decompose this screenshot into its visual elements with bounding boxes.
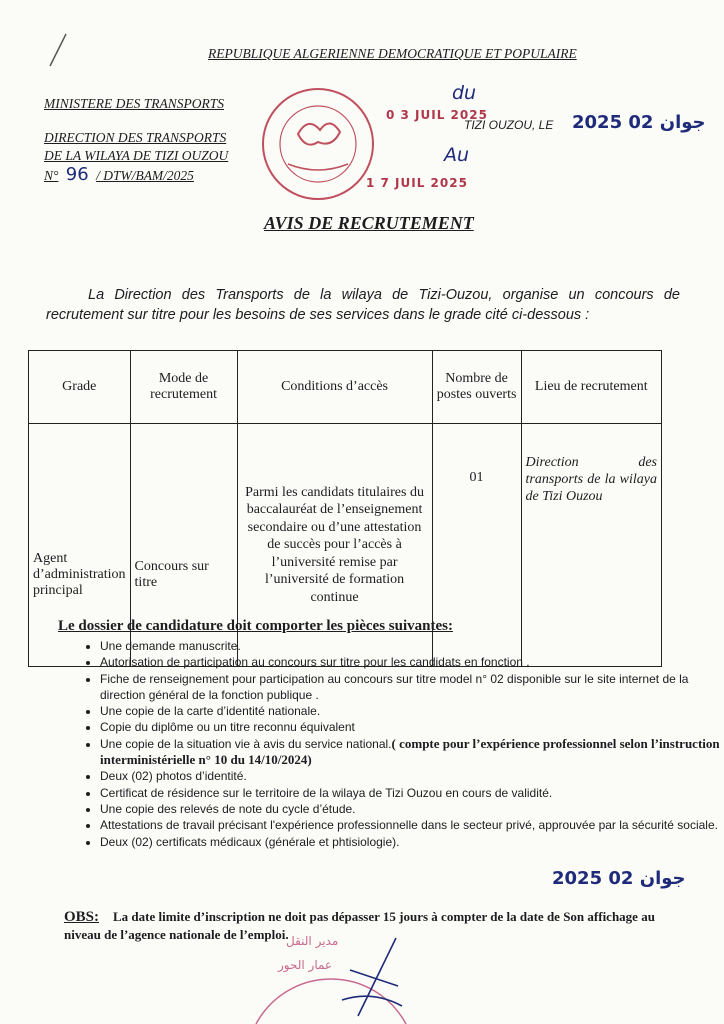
list-item: • Une copie des relevés de note du cycle d’étude. (100, 801, 724, 817)
cell-mode: Concours sur titre (130, 424, 237, 667)
signature-name-arabic: عمار الحور (278, 958, 333, 972)
ministry-line: MINISTERE DES TRANSPORTS (44, 96, 224, 111)
cell-nombre: 01 (432, 424, 521, 667)
list-item: • Une copie de la carte d’identité nationale. (100, 703, 724, 719)
dossier-list (58, 638, 724, 850)
header-conditions: Conditions d’accès (237, 351, 432, 424)
direction-line: DIRECTION DES TRANSPORTS (44, 130, 227, 145)
header-nombre: Nombre de postes ouverts (432, 351, 521, 424)
list-item: • Copie du diplôme ou un titre reconnu équivalent (100, 719, 724, 735)
handwritten-date: 2025 جوان 02 (572, 112, 706, 133)
list-item: • Deux (02) certificats médicaux (générale et phtisiologie). (100, 834, 724, 850)
handwritten-au: Au (444, 144, 470, 166)
header-grade: Grade (29, 351, 131, 424)
header-lieu: Lieu de recrutement (521, 351, 661, 424)
signature-title-arabic: مدير النقل (286, 934, 339, 948)
obs-text: La date limite d’inscription ne doit pas dépasser 15 jours à compter de la date de Son affichage au niveau de l’agence nationale de l’emploi. (64, 909, 655, 942)
list-item: • Une copie de la situation vie à avis du service national.( compte pour l’expérience professionnel selon l’instruction interministérielle n° 10 du 14/10/2024) (100, 736, 724, 769)
wilaya-line: DE LA WILAYA DE TIZI OUZOU (44, 148, 229, 163)
official-seal-stamp (258, 84, 378, 204)
cell-conditions: Parmi les candidats titulaires du baccalauréat de l’enseignement secondaire ou d’une attestation de succès pour l’accès à l’université remise par l’université de formation continue (237, 424, 432, 667)
place-date-label: TIZI OUZOU, LE (464, 118, 554, 132)
cell-lieu: Direction des transports de la wilaya de Tizi Ouzou (521, 424, 661, 667)
list-item-note: ( compte pour l’expérience professionnel selon l’instruction interministérielle n° 10 du 14/10/2024) (100, 735, 720, 768)
handwritten-du: du (452, 82, 477, 104)
list-item: • Certificat de résidence sur le territoire de la wilaya de Tizi Ouzou en cours de validité. (100, 785, 724, 801)
handwritten-date-bottom: 2025 جوان 02 (552, 868, 686, 889)
cell-grade: Agent d’administration principal (29, 424, 131, 667)
obs-label: OBS: (64, 909, 100, 925)
dossier-heading: Le dossier de candidature doit comporter les pièces suivantes: (58, 618, 453, 634)
list-item: • Attestations de travail précisant l'expérience professionnelle dans le secteur privé, approuvée par la sécurité sociale. (100, 817, 724, 833)
reference-number: N° 96 / DTW/BAM/2025 (44, 164, 194, 185)
list-item: • Deux (02) photos d’identité. (100, 768, 724, 784)
intro-paragraph: La Direction des Transports de la wilaya de Tizi-Ouzou, organise un concours de recrutement sur titre pour les besoins de ses services dans le grade cité ci-dessous : (46, 287, 680, 323)
table-header-row (29, 351, 662, 424)
list-item: • Une demande manuscrite. (100, 638, 724, 654)
page-title: AVIS DE RECRUTEMENT (264, 213, 474, 233)
list-item: • Fiche de renseignement pour participation au concours sur titre model n° 02 disponible sur le site internet de la direction général de la fonction publique . (100, 671, 724, 704)
handwritten-ref-number: 96 (65, 164, 89, 185)
header-mode: Mode de recrutement (130, 351, 237, 424)
list-item: • Autorisation de participation au concours sur titre pour les candidats en fonction . (100, 654, 724, 670)
stamp-date-from: 0 3 JUIL 2025 (386, 108, 488, 122)
pen-mark (46, 30, 70, 70)
republic-header: REPUBLIQUE ALGERIENNE DEMOCRATIQUE ET POPULAIRE (208, 46, 577, 61)
stamp-date-to: 1 7 JUIL 2025 (366, 176, 468, 190)
